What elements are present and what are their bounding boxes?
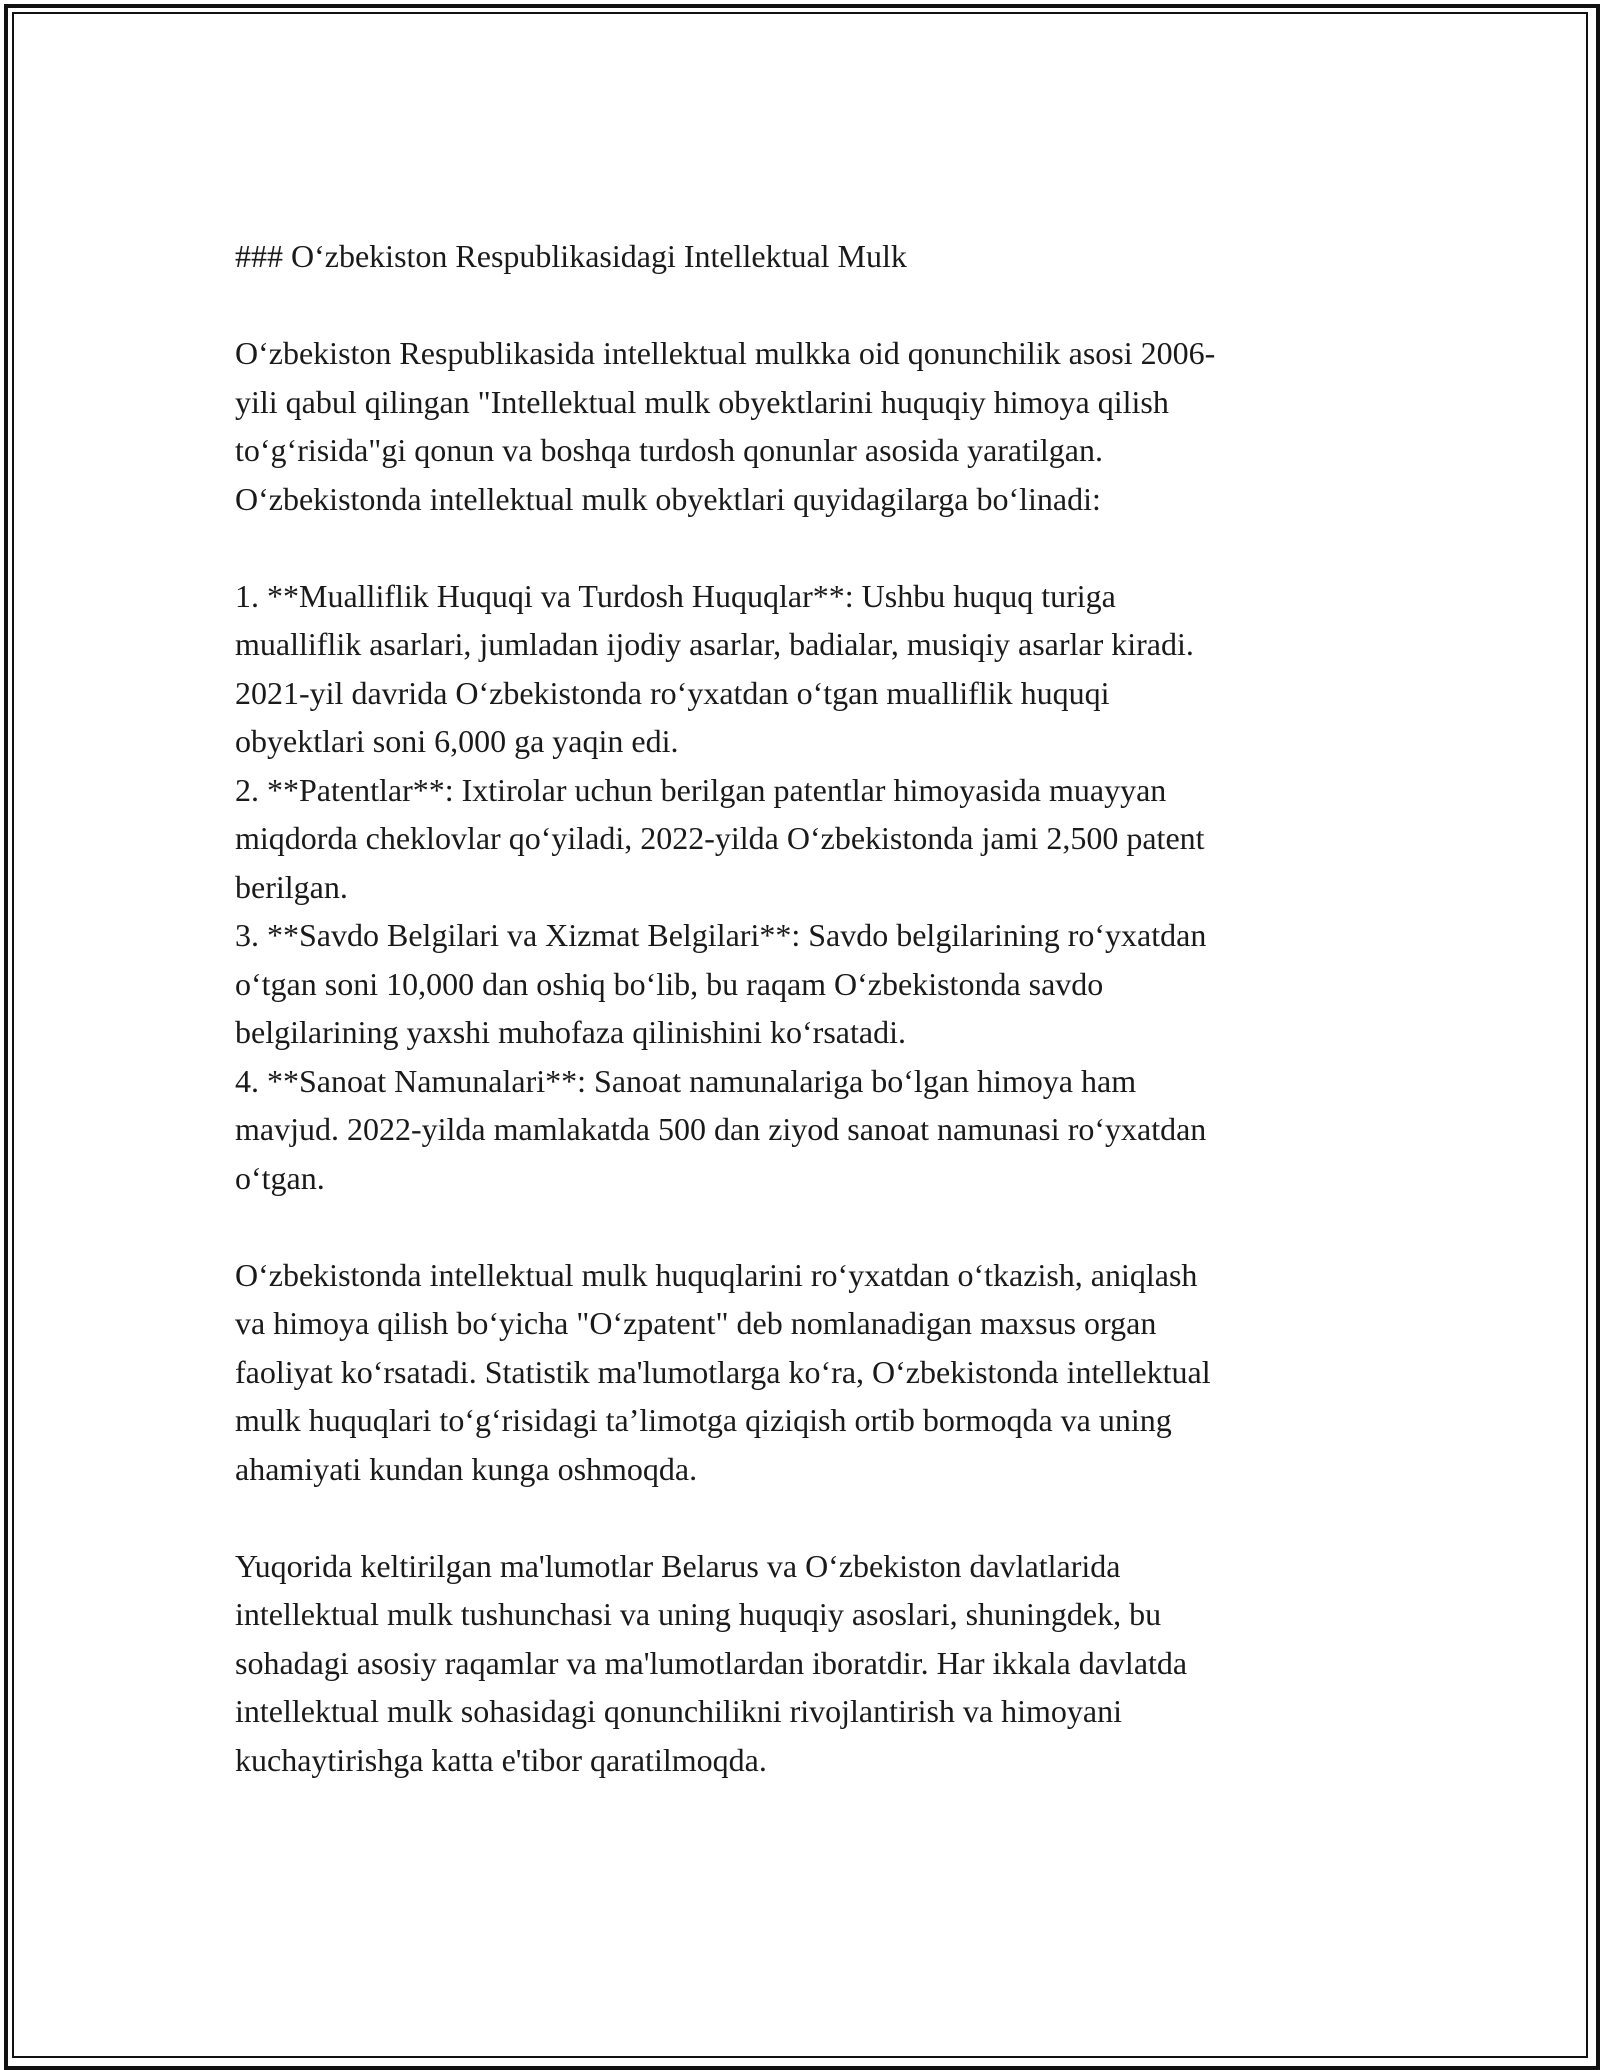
- list-line: 3. **Savdo Belgilari va Xizmat Belgilari**: Savdo belgilarining ro‘yxatdan: [235, 917, 1207, 953]
- list-line: 2. **Patentlar**: Ixtirolar uchun berilgan patentlar himoyasida muayyan: [235, 771, 1167, 808]
- spacer: [235, 281, 1385, 330]
- text-line: O‘zbekiston Respublikasida intellektual mulkka oid qonunchilik asosi 2006-: [235, 335, 1216, 371]
- list-line: belgilarining yaxshi muhofaza qilinishini ko‘rsatadi.: [235, 1014, 906, 1050]
- text-line: O‘zbekistonda intellektual mulk obyektlari quyidagilarga bo‘linadi:: [235, 480, 1101, 517]
- text-line: sohadagi asosiy raqamlar va ma'lumotlardan iboratdir. Har ikkala davlatda: [235, 1644, 1188, 1681]
- list-line: berilgan.: [235, 868, 348, 905]
- list-line: 1. **Mualliflik Huquqi va Turdosh Huquqlar**: Ushbu huquq turiga: [235, 577, 1116, 614]
- spacer: [235, 1493, 1385, 1542]
- list-line: mualliflik asarlari, jumladan ijodiy asarlar, badialar, musiqiy asarlar kiradi.: [235, 626, 1194, 662]
- intro-paragraph: [235, 329, 1385, 523]
- document-heading: ### O‘zbekiston Respublikasidagi Intellektual Mulk: [235, 238, 907, 274]
- text-line: intellektual mulk tushunchasi va uning huquqiy asoslari, shuningdek, bu: [235, 1596, 1162, 1632]
- spacer: [235, 1202, 1385, 1251]
- text-line: mulk huquqlari to‘g‘risidagi ta’limotga qiziqish ortib bormoqda va uning: [235, 1402, 1172, 1438]
- numbered-list: [235, 572, 1385, 1203]
- uzpatent-paragraph: [235, 1251, 1385, 1494]
- list-line: o‘tgan.: [235, 1159, 325, 1196]
- list-line: mavjud. 2022-yilda mamlakatda 500 dan ziyod sanoat namunasi ro‘yxatdan: [235, 1111, 1207, 1147]
- text-line: intellektual mulk sohasidagi qonunchilikni rivojlantirish va himoyani: [235, 1693, 1122, 1729]
- text-line: to‘g‘risida"gi qonun va boshqa turdosh qonunlar asosida yaratilgan.: [235, 432, 1103, 468]
- list-line: 2021-yil davrida O‘zbekistonda ro‘yxatdan o‘tgan mualliflik huquqi: [235, 674, 1110, 711]
- list-line: obyektlari soni 6,000 ga yaqin edi.: [235, 723, 679, 759]
- text-line: O‘zbekistonda intellektual mulk huquqlarini ro‘yxatdan o‘tkazish, aniqlash: [235, 1256, 1198, 1293]
- list-line: 4. **Sanoat Namunalari**: Sanoat namunalariga bo‘lgan himoya ham: [235, 1062, 1137, 1099]
- list-line: o‘tgan soni 10,000 dan oshiq bo‘lib, bu raqam O‘zbekistonda savdo: [235, 965, 1104, 1002]
- text-line: yili qabul qilingan "Intellektual mulk obyektlarini huquqiy himoya qilish: [235, 383, 1169, 420]
- text-line: faoliyat ko‘rsatadi. Statistik ma'lumotlarga ko‘ra, O‘zbekistonda intellektual: [235, 1353, 1211, 1390]
- document-body: [235, 232, 1385, 1784]
- spacer: [235, 523, 1385, 572]
- text-line: Yuqorida keltirilgan ma'lumotlar Belarus va O‘zbekiston davlatlarida: [235, 1547, 1121, 1584]
- text-line: ahamiyati kundan kunga oshmoqda.: [235, 1450, 698, 1487]
- text-line: va himoya qilish bo‘yicha "O‘zpatent" deb nomlanadigan maxsus organ: [235, 1305, 1157, 1341]
- list-line: miqdorda cheklovlar qo‘yiladi, 2022-yilda O‘zbekistonda jami 2,500 patent: [235, 820, 1205, 856]
- text-line: kuchaytirishga katta e'tibor qaratilmoqda.: [235, 1741, 767, 1778]
- conclusion-paragraph: [235, 1542, 1385, 1785]
